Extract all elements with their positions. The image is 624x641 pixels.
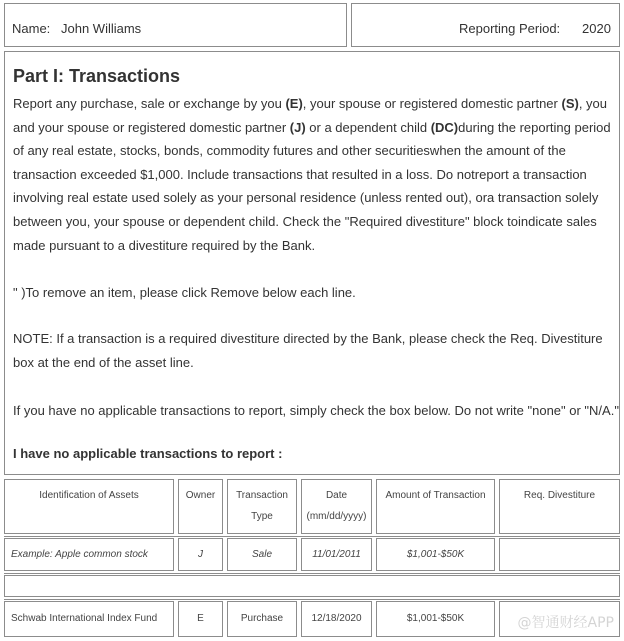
spacer-row bbox=[4, 575, 620, 597]
example-owner: J bbox=[178, 538, 223, 571]
no-applicable-instruction: If you have no applicable transactions to report, simply check the box below. Do not write "none" or "N/A." bbox=[13, 403, 619, 418]
reporting-period-label: Reporting Period: bbox=[459, 21, 561, 36]
reporting-period-box bbox=[351, 3, 620, 47]
example-divestiture bbox=[499, 538, 620, 571]
remove-instruction: " )To remove an item, please click Remove below each line. bbox=[13, 285, 356, 300]
example-date: 11/01/2011 bbox=[301, 538, 372, 571]
header-date: Date (mm/dd/yyyy) bbox=[301, 479, 372, 534]
section-title: Part I: Transactions bbox=[13, 66, 181, 86]
row-divider bbox=[4, 536, 620, 537]
table-row-date[interactable]: 12/18/2020 bbox=[301, 601, 372, 637]
example-amount: $1,001-$50K bbox=[376, 538, 495, 571]
reporting-period-value: 2020 bbox=[582, 21, 611, 36]
intro-paragraph: Report any purchase, sale or exchange by you (E), your spouse or registered domestic partner (S), you and your spouse or registered domestic partner (J) or a dependent child (DC)during the reporting period of any real estate, stocks, bonds, commodity futures and other securitieswhen the amount of the transaction exceeded $1,000. Include transactions that resulted in a loss. Do notreport a transaction involving real estate used solely as your personal residence (unless rented out), ora transaction solely between you, your spouse or dependent child. Check the "Required divestiture" block toindicate sales made pursuant to a divestiture required by the Bank. bbox=[13, 96, 611, 253]
name-box bbox=[4, 3, 347, 47]
header-owner: Owner bbox=[178, 479, 223, 534]
divestiture-note: NOTE: If a transaction is a required divestiture directed by the Bank, please check the Req. Divestiture box at the end of the asset line. bbox=[13, 331, 603, 370]
header-assets: Identification of Assets bbox=[4, 479, 174, 534]
table-row-owner[interactable]: E bbox=[178, 601, 223, 637]
table-row-type[interactable]: Purchase bbox=[227, 601, 297, 637]
table-row-asset[interactable]: Schwab International Index Fund bbox=[4, 601, 174, 637]
name-label: Name: bbox=[12, 21, 51, 36]
header-divestiture: Req. Divestiture bbox=[499, 479, 620, 534]
name-value: John Williams bbox=[61, 21, 142, 36]
row-divider bbox=[4, 573, 620, 574]
no-applicable-heading: I have no applicable transactions to report : bbox=[13, 446, 283, 461]
row-divider bbox=[4, 599, 620, 600]
example-type: Sale bbox=[227, 538, 297, 571]
header-transaction-type: Transaction Type bbox=[227, 479, 297, 534]
header-amount: Amount of Transaction bbox=[376, 479, 495, 534]
transactions-section bbox=[4, 51, 620, 475]
example-asset: Example: Apple common stock bbox=[4, 538, 174, 571]
watermark: @智通财经APP bbox=[517, 615, 614, 631]
table-row-amount[interactable]: $1,001-$50K bbox=[376, 601, 495, 637]
